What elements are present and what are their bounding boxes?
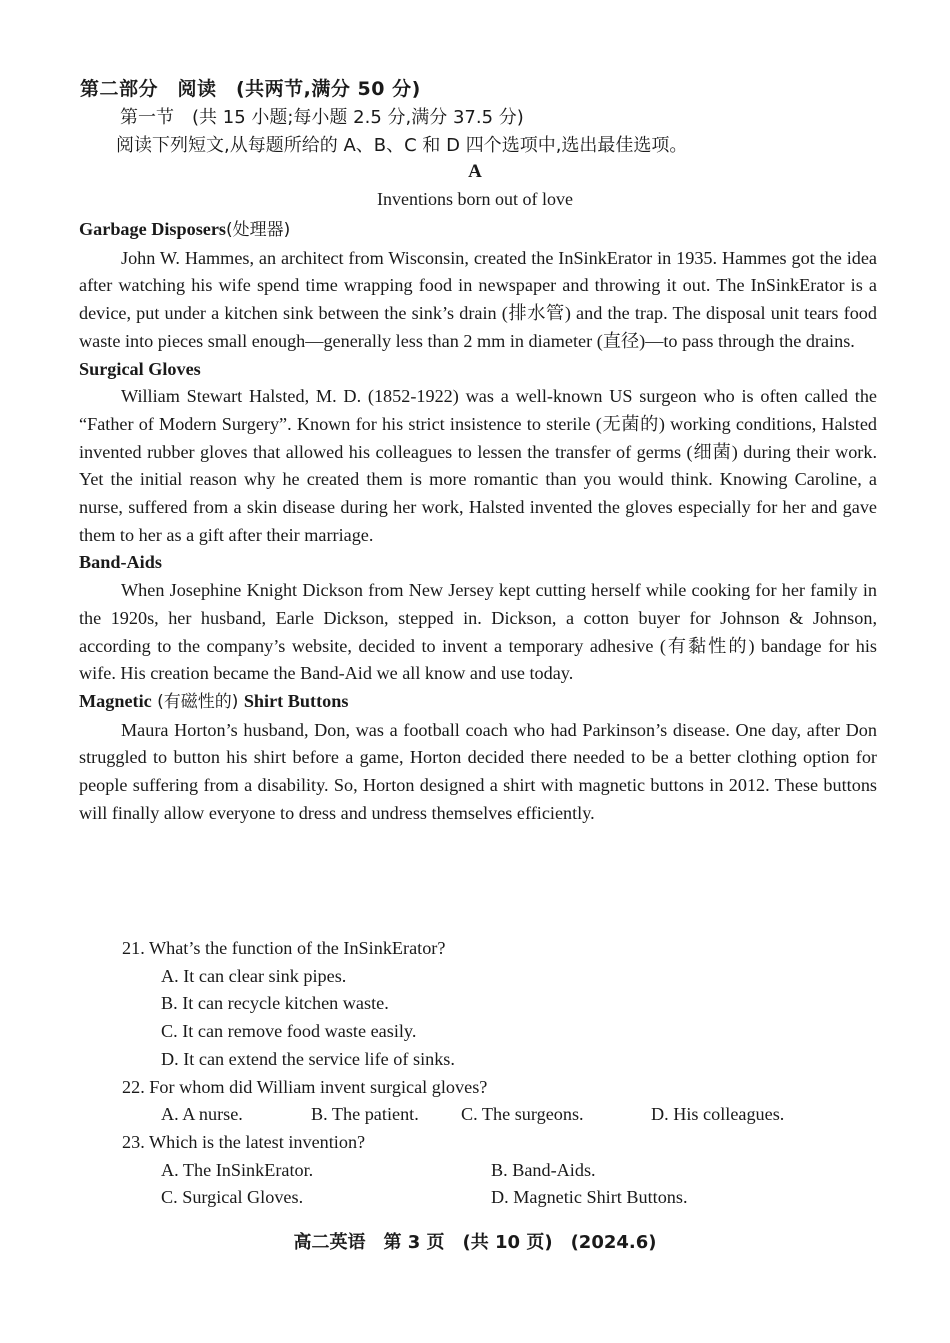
section-title: 第一节 (共 15 小题;每小题 2.5 分,满分 37.5 分) — [120, 107, 524, 128]
option-a[interactable]: A. It can clear sink pipes. — [161, 965, 347, 986]
option-b[interactable]: B. The patient. — [311, 1104, 419, 1125]
option-row — [122, 1157, 862, 1185]
article-garbage-disposers — [79, 216, 877, 356]
option-c[interactable]: C. It can remove food waste easily. — [161, 1021, 417, 1042]
article-body: John W. Hammes, an architect from Wisconsin, created the InSinkErator in 1935. Hammes got the idea after watching his wife spend time wrapping food in newspaper and throwing it out. The InSinkErator is a device, put under a kitchen sink between the sink’s drain (排水管) and the trap. The disposal unit tears food waste into pieces small enough—generally less than 2 mm in diameter (直径)—to pass through the drains. — [79, 247, 877, 351]
question-stem: 23. Which is the latest invention? — [122, 1131, 366, 1152]
article-body: When Josephine Knight Dickson from New Jersey kept cutting herself while cooking for her family in the 1920s, her husband, Earle Dickson, stepped in. Dickson, a cotton buyer for Johnson & Johnson, according to the company’s website, decided to invent a temporary adhesive (有黏性的) bandage for his wife. His creation became the Band-Aid we all know and use today. — [79, 580, 877, 684]
article-magnetic-buttons — [79, 688, 877, 828]
option-list — [122, 963, 862, 1074]
page-footer: 高二英语 第 3 页 (共 10 页) (2024.6) — [293, 1232, 657, 1253]
article-body: Maura Horton’s husband, Don, was a football coach who had Parkinson’s disease. One day, after Don struggled to button his shirt before a game, Horton decided there needed to be a better clothing option for people suffering from a disability. So, Horton designed a shirt with magnetic buttons in 2012. These buttons will finally allow everyone to dress and undress themselves efficiently. — [79, 719, 877, 823]
option-c[interactable]: C. The surgeons. — [461, 1104, 584, 1125]
option-a[interactable]: A. A nurse. — [161, 1104, 243, 1125]
heading-en: Garbage Disposers — [79, 219, 227, 239]
passage-letter: A — [468, 161, 482, 182]
heading-cn: (有磁性的) — [151, 691, 244, 712]
question-stem: 22. For whom did William invent surgical gloves? — [122, 1076, 488, 1097]
article-heading: Surgical Gloves — [79, 358, 201, 379]
question-23 — [122, 1129, 862, 1212]
passage-title: Inventions born out of love — [377, 189, 573, 209]
instructions: 阅读下列短文,从每题所给的 A、B、C 和 D 四个选项中,选出最佳选项。 — [116, 135, 688, 156]
option-d[interactable]: D. His colleagues. — [651, 1104, 785, 1125]
option-c[interactable]: C. Surgical Gloves. — [161, 1187, 304, 1208]
question-list — [122, 935, 862, 1212]
part-title: 第二部分 阅读 (共两节,满分 50 分) — [80, 78, 421, 100]
question-21 — [122, 935, 862, 1074]
option-b[interactable]: B. Band-Aids. — [491, 1159, 596, 1180]
option-row — [122, 1184, 862, 1212]
question-stem: 21. What’s the function of the InSinkErator? — [122, 938, 446, 958]
heading-en-rest: Shirt Buttons — [243, 690, 349, 711]
article-heading — [79, 688, 877, 717]
article-surgical-gloves — [79, 356, 877, 550]
article-band-aids — [79, 549, 877, 688]
passage-articles — [79, 216, 877, 827]
heading-en: Magnetic — [79, 690, 152, 711]
article-heading: Band-Aids — [79, 552, 162, 573]
question-22 — [122, 1074, 862, 1129]
article-body: William Stewart Halsted, M. D. (1852-1922) was a well-known US surgeon who is often called the “Father of Modern Surgery”. Known for his strict insistence to sterile (无菌的) working conditions, Halsted invented rubber gloves that allowed his colleagues to lessen the transfer of germs (细菌) during their work. Yet the initial reason why he created them is more romantic than you would think. Knowing Caroline, a nurse, suffered from a skin disease during her work, Halsted invented the gloves especially for her and gave them to her as a gift after their marriage. — [79, 386, 877, 545]
option-d[interactable]: D. It can extend the service life of sinks. — [161, 1048, 455, 1069]
option-b[interactable]: B. It can recycle kitchen waste. — [161, 993, 389, 1014]
option-row — [122, 1101, 862, 1129]
heading-cn: (处理器) — [226, 220, 291, 240]
option-a[interactable]: A. The InSinkErator. — [161, 1159, 314, 1180]
article-heading — [79, 216, 877, 245]
option-d[interactable]: D. Magnetic Shirt Buttons. — [491, 1187, 688, 1208]
